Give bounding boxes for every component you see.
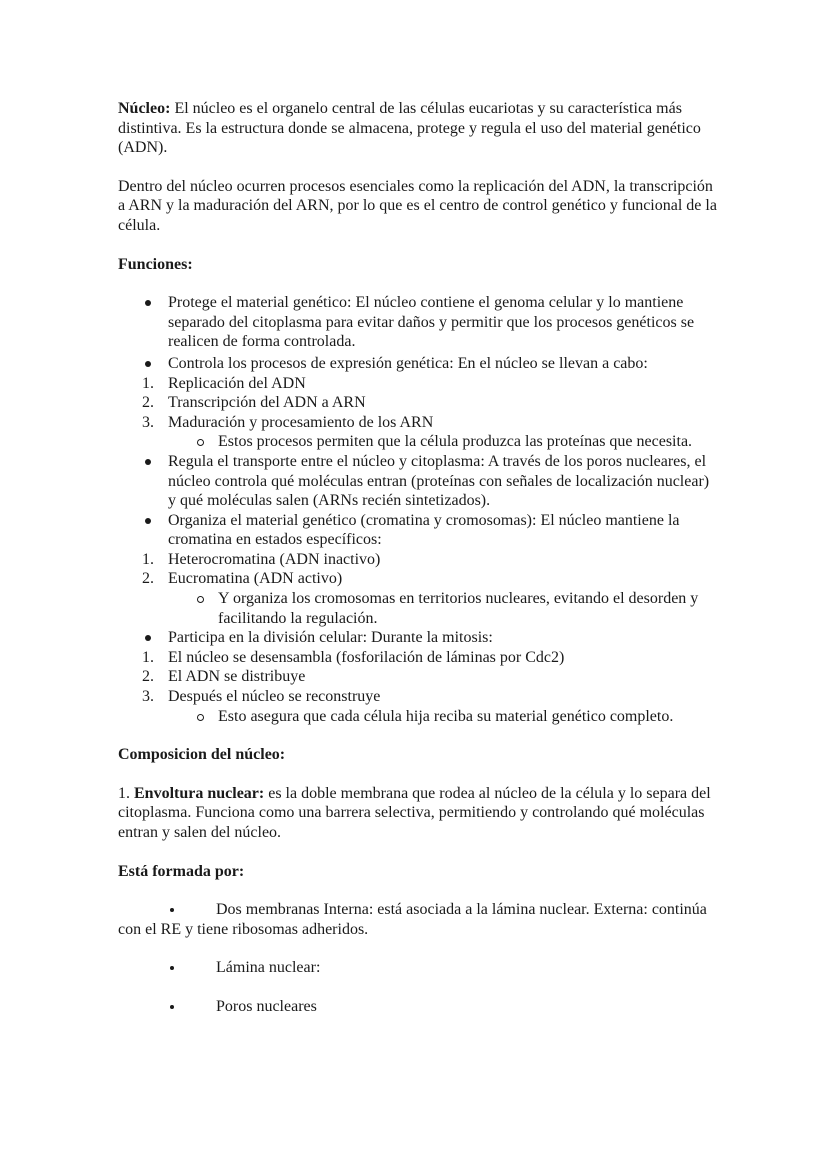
intro-paragraph [118, 99, 718, 158]
envoltura-term: Envoltura nuclear: [134, 784, 265, 802]
document-page [118, 99, 718, 1017]
list-subitem: Estos procesos permiten que la célula produzca las proteínas que necesita. [218, 433, 693, 451]
nucleo-term: Núcleo: [118, 100, 171, 117]
list-item-protege: Protege el material genético: El núcleo contiene el genoma celular y lo mantiene separado del citoplasma para evitar daños y permitir que los procesos genéticos se realicen de forma controlada. [168, 294, 695, 351]
composicion-heading: Composicion del núcleo: [118, 746, 286, 764]
funciones-heading: Funciones: [118, 255, 193, 273]
envoltura-paragraph: 1. Envoltura nuclear: es la doble membrana que rodea al núcleo de la célula y lo separa del citoplasma. Funciona como una barrera selectiva, permitiendo y controlando qué moléculas entran y salen del núcleo. [118, 784, 711, 841]
list-item-numbered: 1. Replicación del ADN [142, 374, 306, 392]
list-item-controla: Controla los procesos de expresión genética: En el núcleo se llevan a cabo: [168, 354, 648, 372]
list-item-numbered: 2. El ADN se distribuye [142, 668, 306, 686]
list-item-participa: Participa en la división celular: Durante la mitosis: [168, 629, 493, 647]
list-item-organiza: Organiza el material genético (cromatina y cromosomas): El núcleo mantiene la cromatina en estados específicos: [168, 511, 680, 549]
list-subitem: Y organiza los cromosomas en territorios nucleares, evitando el desorden y facilitando la regulación. [218, 590, 699, 627]
formada-item-poros: Poros nucleares [216, 997, 317, 1015]
list-item-numbered: 1. El núcleo se desensambla (fosforilación de láminas por Cdc2) [142, 648, 565, 666]
list-item-numbered: 3. Después el núcleo se reconstruye [142, 688, 381, 706]
nucleo-definition: El núcleo es el organelo central de las células eucariotas y su característica más distintiva. Es la estructura donde se almacena, protege y regula el uso del material genético (ADN). [118, 100, 701, 157]
list-item-numbered: 2. Transcripción del ADN a ARN [142, 394, 366, 412]
formada-item-lamina: Lámina nuclear: [216, 959, 321, 977]
list-subitem: Esto asegura que cada célula hija reciba su material genético completo. [218, 707, 674, 725]
list-item-numbered: 3. Maduración y procesamiento de los ARN [142, 413, 434, 431]
processes-paragraph: Dentro del núcleo ocurren procesos esenciales como la replicación del ADN, la transcripción a ARN y la maduración del ARN, por lo que es el centro de control genético y funcional de la célula. [118, 177, 717, 234]
formada-item-membranas: Dos membranas Interna: está asociada a la lámina nuclear. Externa: continúa con el RE y tiene ribosomas adheridos. [118, 901, 707, 938]
formada-heading: Está formada por: [118, 862, 245, 880]
list-item-regula: Regula el transporte entre el núcleo y citoplasma: A través de los poros nucleares, el núcleo controla qué moléculas entran (proteínas con señales de localización nuclear) y qué moléculas salen (ARNs recién sintetizados). [168, 452, 710, 510]
list-item-numbered: 2. Eucromatina (ADN activo) [142, 570, 343, 588]
list-item-numbered: 1. Heterocromatina (ADN inactivo) [142, 550, 381, 568]
funciones-list [118, 293, 718, 726]
